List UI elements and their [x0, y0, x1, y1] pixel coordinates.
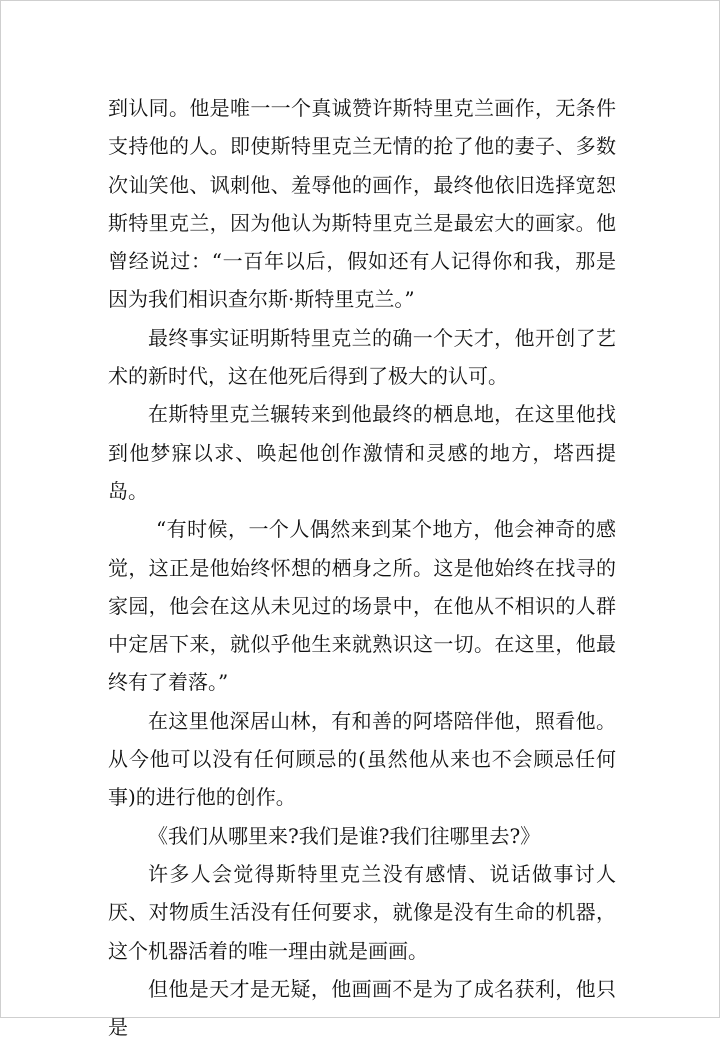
paragraph-4-quote: “有时候，一个人偶然来到某个地方，他会神奇的感觉，这正是他始终怀想的栖身之所。这是他始终在找寻的家园，他会在这从未见过的场景中，在他从不相识的人群中定居下来，就似乎他生来就熟识这一切。在这里，他最终有了着落。”	[108, 517, 616, 695]
paragraph-2: 最终事实证明斯特里克兰的确一个天才，他开创了艺术的新时代，这在他死后得到了极大的认可。	[108, 325, 616, 389]
paragraph-5: 在这里他深居山林，有和善的阿塔陪伴他，照看他。从今他可以没有任何顾忌的(虽然他从来也不会顾忌任何事)的进行他的创作。	[108, 708, 616, 810]
paragraph-1: 到认同。他是唯一一个真诚赞许斯特里克兰画作，无条件支持他的人。即使斯特里克兰无情的抢了他的妻子、多数次讪笑他、讽刺他、羞辱他的画作，最终他依旧选择宽恕斯特里克兰，因为他认为斯特里克兰是最宏大的画家。他曾经说过：“一百年以后，假如还有人记得你和我，那是因为我们相识查尔斯·斯特里克兰。”	[108, 96, 616, 312]
paragraph-8: 但他是天才是无疑，他画画不是为了成名获利，他只是	[108, 976, 616, 1040]
paragraph-7: 许多人会觉得斯特里克兰没有感情、说话做事讨人厌、对物质生活没有任何要求，就像是没有生命的机器，这个机器活着的唯一理由就是画画。	[108, 861, 616, 963]
paragraph-3: 在斯特里克兰辗转来到他最终的栖息地，在这里他找到他梦寐以求、唤起他创作激情和灵感的地方，塔西提岛。	[108, 402, 616, 503]
painting-title: 《我们从哪里来?我们是谁?我们往哪里去?》	[148, 823, 541, 848]
document-body	[108, 89, 616, 1046]
